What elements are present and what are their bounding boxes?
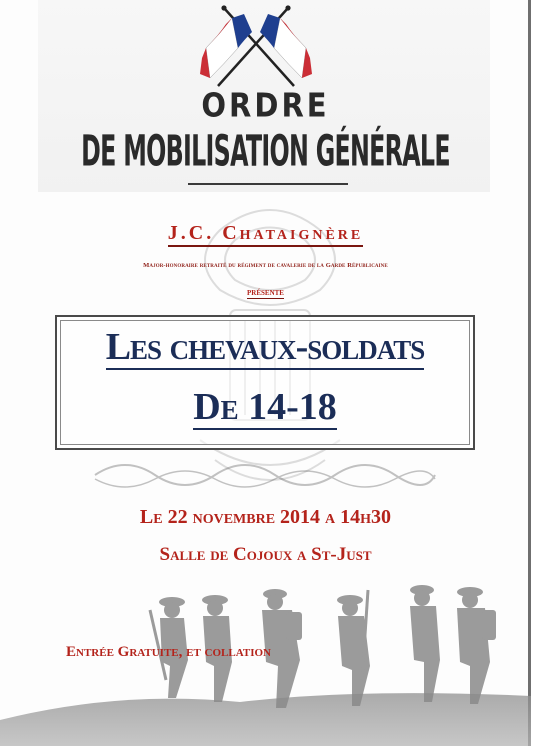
title-line-1-text: Les chevaux-soldats [105, 326, 425, 368]
entry-note: Entrée Gratuite, et collation [66, 644, 271, 660]
presents-text: présente [247, 287, 284, 298]
title-line-2 [57, 385, 473, 429]
author-subtitle: Major-honoraire retraité du régiment de cavalerie de la Garde Républicaine [143, 262, 388, 269]
event-date: Le 22 novembre 2014 a 14h30 [139, 506, 392, 528]
title-box [55, 315, 475, 450]
decorative-swirl [85, 455, 445, 495]
title-line-1 [57, 325, 473, 369]
presents-label [0, 287, 531, 298]
heading-ordre: ORDRE [201, 85, 330, 125]
crossed-french-flags-icon [196, 4, 316, 88]
heading-divider [188, 183, 348, 185]
event-venue: Salle de Cojoux a St-Just [159, 544, 372, 565]
author-name-text: J.C. Chataignère [168, 222, 364, 247]
heading-mobilisation: DE MOBILISATION GÉNÉRALE [81, 125, 450, 176]
author-name [0, 222, 531, 245]
title-line-2-text: De 14-18 [193, 386, 337, 428]
